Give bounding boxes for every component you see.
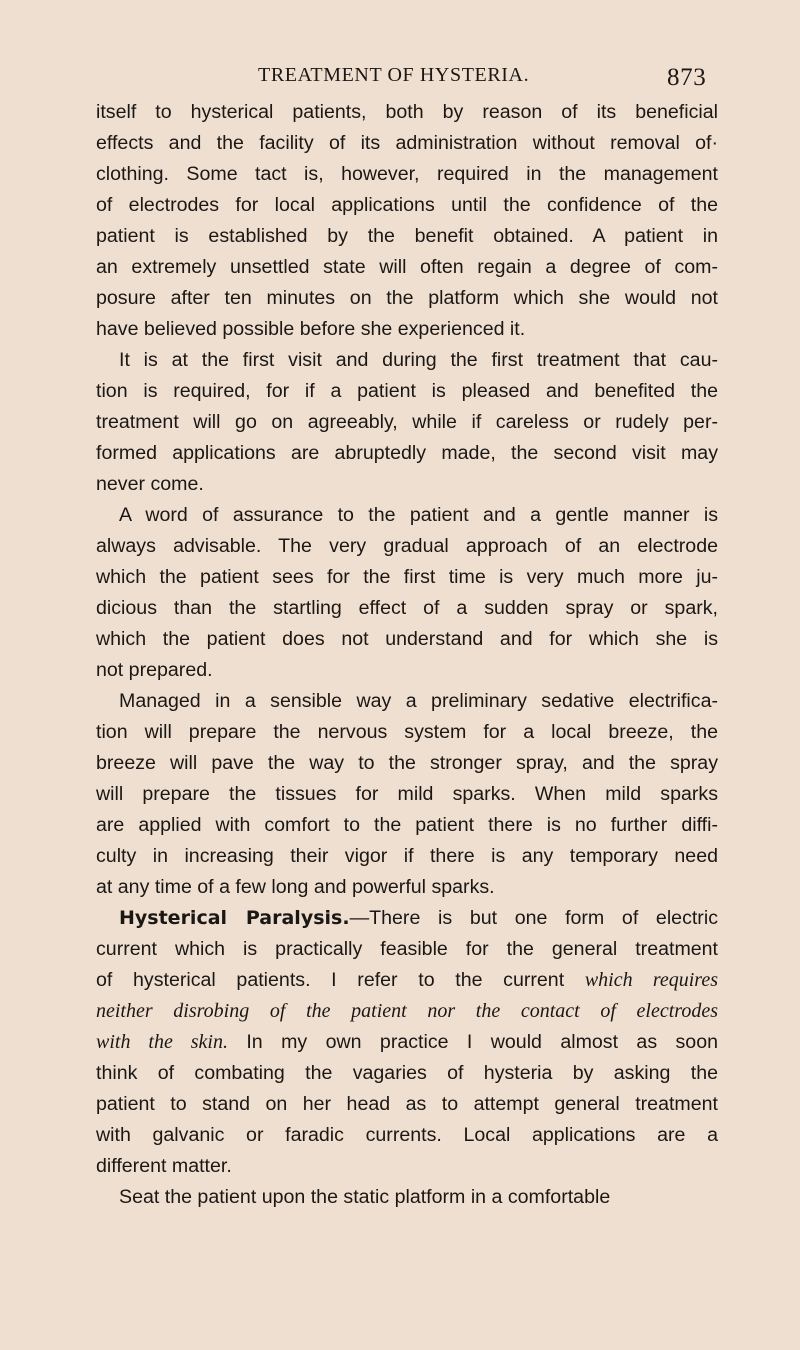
text-line: patient is established by the benefit obtained. A patient in (96, 225, 718, 247)
text-line: treatment will go on agreeably, while if careless or rudely per- (96, 411, 718, 433)
text-line: an extremely unsettled state will often regain a degree of com- (96, 256, 718, 278)
text-line: will prepare the tissues for mild sparks. When mild sparks (96, 783, 718, 805)
body-text (96, 97, 718, 1213)
text-line: tion is required, for if a patient is pleased and benefited the (96, 380, 718, 402)
text-line: current which is practically feasible for the general treatment (96, 938, 718, 960)
text-line: dicious than the startling effect of a sudden spray or spark, (96, 597, 718, 619)
italic-text: which requires (584, 969, 719, 991)
text-line: have believed possible before she experienced it. (96, 318, 526, 340)
text-line: which the patient does not understand and for which she is (96, 628, 718, 650)
italic-line: neither disrobing of the patient nor the contact of electrodes (96, 1000, 718, 1022)
text-line: think of combating the vagaries of hysteria by asking the (96, 1062, 718, 1084)
text-line: It is at the first visit and during the first treatment that cau- (119, 349, 718, 371)
text-line: culty in increasing their vigor if there is any temporary need (96, 845, 718, 867)
italic-text: with the skin. (96, 1031, 228, 1053)
text-line: never come. (96, 473, 204, 495)
text-line: of electrodes for local applications until the confidence of the (96, 194, 718, 216)
text-line: tion will prepare the nervous system for a local breeze, the (96, 721, 718, 743)
text-line: itself to hysterical patients, both by reason of its beneficial (96, 101, 718, 123)
running-head (0, 64, 800, 100)
text-line: different matter. (96, 1155, 232, 1177)
text-line: A word of assurance to the patient and a gentle manner is (119, 504, 718, 526)
section-heading: Hysterical Paralysis. (119, 907, 350, 929)
text-line: at any time of a few long and powerful sparks. (96, 876, 495, 898)
text-line: not prepared. (96, 659, 213, 681)
text-fragment: —There is but one form of electric (349, 907, 718, 929)
text-line: formed applications are abruptedly made, the second visit may (96, 442, 718, 464)
text-line: Seat the patient upon the static platform in a comfortable (119, 1186, 611, 1208)
text-line: always advisable. The very gradual approach of an electrode (96, 535, 718, 557)
running-title: TREATMENT OF HYSTERIA. (258, 64, 530, 86)
text-line: Managed in a sensible way a preliminary sedative electrifica- (119, 690, 718, 712)
text-line (96, 965, 718, 996)
text-fragment: In my own practice I would almost as soon (227, 1031, 718, 1053)
text-line (96, 1027, 718, 1058)
text-line: breeze will pave the way to the stronger spray, and the spray (96, 752, 718, 774)
text-line: posure after ten minutes on the platform which she would not (96, 287, 718, 309)
text-fragment: of hysterical patients. I refer to the current (96, 969, 585, 991)
text-line: clothing. Some tact is, however, required in the management (96, 163, 718, 185)
section-heading-line (96, 903, 718, 934)
page-number: 873 (667, 64, 707, 91)
text-line: which the patient sees for the first time is very much more ju- (96, 566, 718, 588)
text-line: patient to stand on her head as to attempt general treatment (96, 1093, 718, 1115)
text-line: with galvanic or faradic currents. Local applications are a (96, 1124, 718, 1146)
text-line: are applied with comfort to the patient there is no further diffi- (96, 814, 718, 836)
text-line: effects and the facility of its administration without removal of· (96, 132, 718, 154)
